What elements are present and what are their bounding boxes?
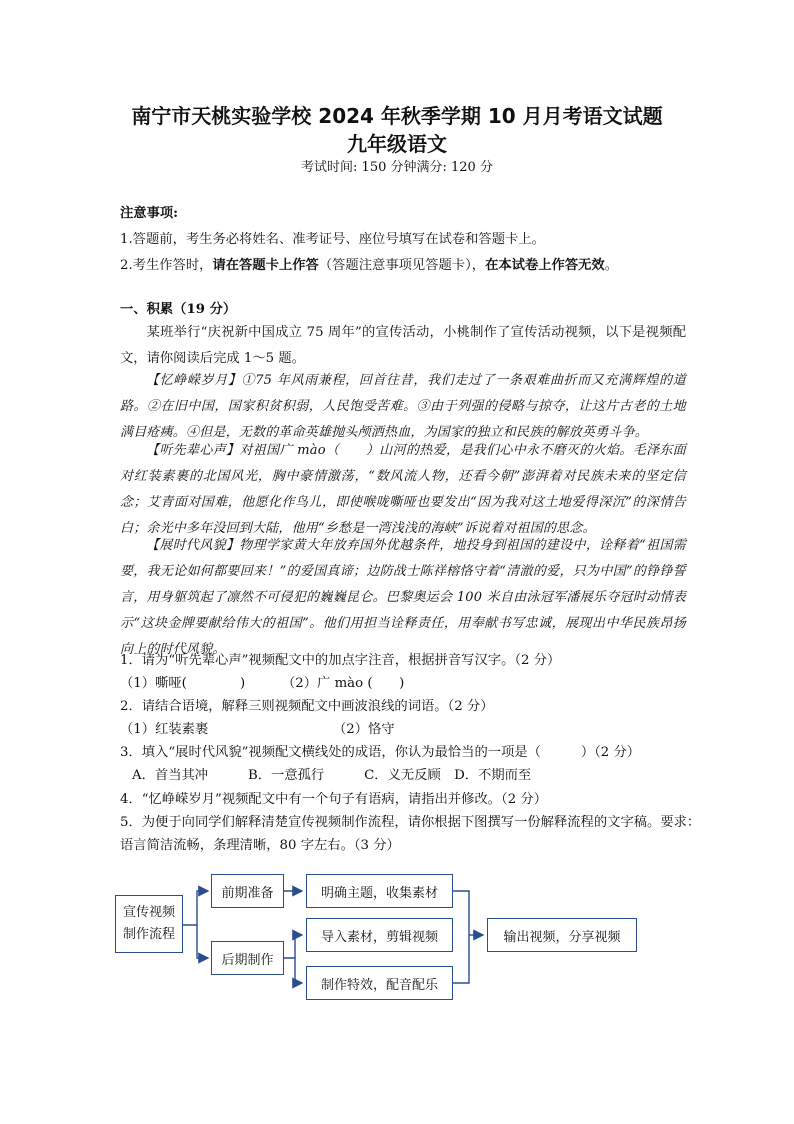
arrow-root-to-stage2 — [197, 925, 208, 958]
passage-3: 【展时代风貌】物理学家黄大年放弃国外优越条件，地投身到祖国的建设中，诠释着“祖国需要，我无论如何都要回来！”的爱国真谛；边防战士陈祥榕恪守着“清澈的爱，只为中国”的铮铮誓言，用身躯筑起了凛然不可侵犯的巍巍昆仑。巴黎奥运会 100 米自由泳冠军潘展乐夺冠时动情表示“这块金牌要献给伟大的祖国”。他们用担当诠释责任，用奉献书写忠诚，展现出中华民族昂扬向上的时代风貌。 — [120, 538, 686, 657]
flow-stage1-box — [211, 874, 284, 908]
flow-step3-label: 制作特效，配音配乐 — [320, 977, 438, 993]
flow-root-box — [115, 895, 183, 953]
flow-step3-box — [306, 966, 453, 1000]
notice-heading: 注意事项: — [120, 206, 179, 221]
passage-2: 【听先辈心声】对祖国广 mào（ ）山河的热爱，是我们心中永不磨灭的火焰。毛泽东面对红装素裹的北国风光，胸中豪情激荡，“数风流人物，还看今朝”澎湃着对民族未来的坚定信念；艾青面对国难，他愿化作鸟儿，即使喉咙嘶哑也要发出“因为我对这土地爱得深沉”的深情告白；余光中多年没回到大陆，他用“乡愁是一湾浅浅的海峡”诉说着对祖国的思念。 — [120, 443, 686, 536]
notice-item-2-d: 在本试卷上作答无效 — [485, 258, 605, 273]
flow-root-line-2: 制作流程 — [122, 927, 175, 942]
question-1-b: （2）广 mào ( ) — [282, 676, 405, 691]
notice-item-1: 1.答题前，考生务必将姓名、准考证号、座位号填写在试卷和答题卡上。 — [120, 232, 545, 247]
question-1: 1．请为“听先辈心声”视频配文中的加点字注音，根据拼音写汉字。（2 分） — [120, 653, 561, 668]
flow-stage2-label: 后期制作 — [221, 952, 274, 968]
notice-item-2-b: 请在答题卡上作答 — [212, 258, 319, 273]
flow-stage1-label: 前期准备 — [221, 885, 274, 901]
notice-item-2-e: 。 — [604, 258, 619, 273]
question-1-a: （1）嘶哑( ) — [120, 676, 246, 691]
flow-step2-label: 导入素材，剪辑视频 — [320, 929, 438, 945]
question-2-b: （2）恪守 — [333, 722, 395, 737]
flow-final-label: 输出视频，分享视频 — [503, 929, 621, 945]
arrow-root-to-stage1 — [183, 891, 208, 925]
bracket-steps — [453, 891, 469, 983]
flow-step1-box — [306, 874, 453, 908]
notice-item-2-a: 2.考生作答时， — [120, 258, 213, 273]
passage-1: 【忆峥嵘岁月】①75 年风雨兼程，回首往昔，我们走过了一条艰难曲折而又充满辉煌的道路。②在旧中国，国家积贫积弱，人民饱受苦难。③由于列强的侵略与掠夺，让这片古老的土地满目疮痍。④但是，无数的革命英雄抛头颅洒热血，为国家的独立和民族的解放英勇斗争。 — [120, 373, 686, 440]
exam-title: 南宁市天桃实验学校 2024 年秋季学期 10 月月考语文试题 — [131, 104, 663, 128]
question-2: 2．请结合语境，解释三则视频配文中画波浪线的词语。（2 分） — [120, 699, 494, 714]
flow-stage2-box — [211, 941, 284, 975]
question-3: 3．填入“展时代风貌”视频配文横线处的成语，你认为最恰当的一项是（ ）（2 分） — [120, 745, 641, 760]
notice-item-2-c: （答题注意事项见答题卡）， — [318, 258, 486, 273]
flow-root-line-1: 宣传视频 — [122, 905, 175, 920]
section-heading: 一、积累（19 分） — [120, 302, 237, 317]
question-3-options: A．首当其冲 B．一意孤行 C．义无反顾 D．不期而至 — [132, 768, 532, 783]
question-2-a: （1）红装素裹 — [120, 722, 209, 737]
section-intro: 某班举行“庆祝新中国成立 75 周年”的宣传活动，小桃制作了宣传活动视频，以下是视频配文，请你阅读后完成 1～5 题。 — [120, 325, 686, 366]
exam-info: 考试时间: 150 分钟满分: 120 分 — [301, 160, 493, 175]
arrow-stage2-to-step3 — [295, 958, 302, 983]
question-5-line-2: 语言简洁流畅，条理清晰，80 字左右。（3 分） — [120, 838, 400, 853]
flow-final-box — [487, 918, 637, 952]
arrow-stage2-to-step2 — [284, 935, 302, 958]
question-5-line-1: 5．为便于向同学们解释清楚宣传视频制作流程，请你根据下图撰写一份解释流程的文字稿。要求： — [120, 815, 701, 830]
flow-step2-box — [306, 918, 453, 952]
exam-subtitle: 九年级语文 — [347, 132, 447, 156]
question-4: 4．“忆峥嵘岁月”视频配文中有一个句子有语病，请指出并修改。（2 分） — [120, 792, 547, 807]
flow-step1-label: 明确主题，收集素材 — [320, 885, 438, 901]
